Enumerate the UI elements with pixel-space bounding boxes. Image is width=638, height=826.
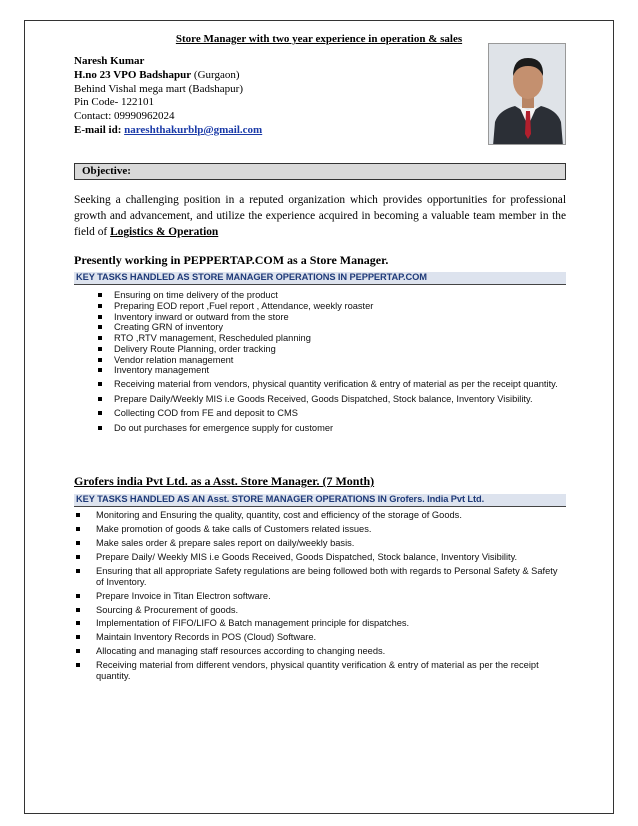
- list-item: Make promotion of goods & take calls of Customers related issues.: [74, 524, 564, 535]
- address-line-2: Behind Vishal mega mart (Badshapur): [74, 82, 243, 95]
- list-item: Ensuring on time delivery of the product: [92, 290, 562, 301]
- address-line-1: H.no 23 VPO Badshapur (Gurgaon): [74, 68, 240, 81]
- list-item: Receiving material from different vendors, physical quantity verification & entry of material as per the receipt quantity.: [74, 660, 564, 681]
- pin-code: Pin Code- 122101: [74, 96, 155, 109]
- list-item: Preparing EOD report ,Fuel report , Attendance, weekly roaster: [92, 301, 562, 312]
- list-item: Receiving material from vendors, physical quantity verification & entry of material as per the receipt quantity.: [92, 379, 562, 390]
- list-item: Prepare Daily/Weekly MIS i.e Goods Received, Goods Dispatched, Stock balance, Inventory Visibility.: [92, 394, 562, 405]
- list-item: Implementation of FIFO/LIFO & Batch management principle for dispatches.: [74, 618, 564, 629]
- list-item: Prepare Invoice in Titan Electron software.: [74, 591, 564, 602]
- job2-task-list: [74, 510, 564, 685]
- person-photo-icon: [489, 44, 566, 145]
- list-item: Inventory management: [92, 365, 562, 376]
- profile-photo: [488, 43, 566, 145]
- list-item: RTO ,RTV management, Rescheduled planning: [92, 333, 562, 344]
- list-item: Allocating and managing staff resources according to changing needs.: [74, 646, 564, 657]
- objective-heading-bar: Objective:: [74, 163, 566, 180]
- list-item: Ensuring that all appropriate Safety regulations are being followed both with regards to Personal Safety & Safety of Inventory.: [74, 566, 564, 587]
- objective-text: Seeking a challenging position in a reputed organization which provides opportunities for professional growth and advancement, and utilize the experience acquired in becoming a valuable team member in the field of Logistics & Operation: [74, 194, 566, 239]
- resume-title: Store Manager with two year experience in operation & sales: [175, 33, 463, 45]
- list-item: Delivery Route Planning, order tracking: [92, 344, 562, 355]
- list-item: Do out purchases for emergence supply for customer: [92, 423, 562, 434]
- job1-task-list: [92, 290, 562, 434]
- objective-field: Logistics & Operation: [110, 226, 219, 239]
- list-item: Inventory inward or outward from the store: [92, 312, 562, 323]
- list-item: Maintain Inventory Records in POS (Cloud) Software.: [74, 632, 564, 643]
- list-item: Prepare Daily/ Weekly MIS i.e Goods Received, Goods Dispatched, Stock balance, Inventory Visibility.: [74, 552, 564, 563]
- job1-title: Presently working in PEPPERTAP.COM as a Store Manager.: [74, 253, 389, 267]
- email-line: E-mail id: nareshthakurblp@gmail.com: [74, 123, 263, 136]
- candidate-name: Naresh Kumar: [74, 55, 145, 67]
- job2-tasks-heading: KEY TASKS HANDLED AS AN Asst. STORE MANAGER OPERATIONS IN Grofers. India Pvt Ltd.: [74, 494, 566, 507]
- contact-block: [74, 55, 262, 138]
- job1-tasks-heading: KEY TASKS HANDLED AS STORE MANAGER OPERATIONS IN PEPPERTAP.COM: [74, 272, 566, 285]
- list-item: Vendor relation management: [92, 355, 562, 366]
- list-item: Collecting COD from FE and deposit to CMS: [92, 408, 562, 419]
- list-item: Make sales order & prepare sales report on daily/weekly basis.: [74, 538, 564, 549]
- list-item: Sourcing & Procurement of goods.: [74, 605, 564, 616]
- phone-number: Contact: 09990962024: [74, 110, 175, 123]
- job2-title: Grofers india Pvt Ltd. as a Asst. Store Manager. (7 Month): [74, 474, 375, 488]
- email-link[interactable]: nareshthakurblp@gmail.com: [124, 123, 263, 136]
- list-item: Creating GRN of inventory: [92, 322, 562, 333]
- list-item: Monitoring and Ensuring the quality, quantity, cost and efficiency of the storage of Goods.: [74, 510, 564, 521]
